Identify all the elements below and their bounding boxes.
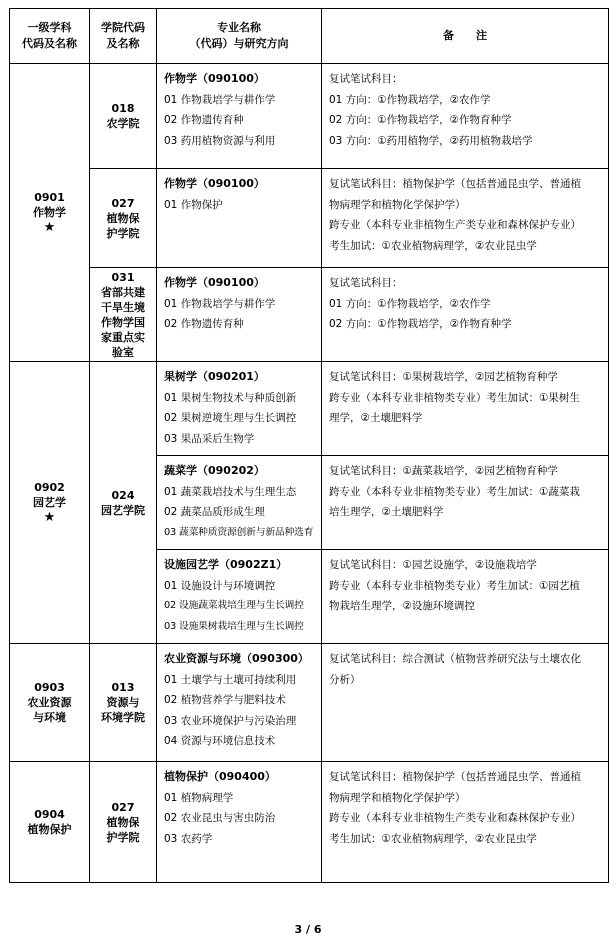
note-line: 01 方向：①作物栽培学，②农作学	[329, 93, 491, 106]
discipline-cell	[10, 64, 90, 362]
major-name: 作物学（090100）	[164, 276, 265, 289]
notes-cell	[322, 362, 609, 456]
notes-cell	[322, 644, 609, 762]
direction-item: 01 果树生物技术与种质创新	[164, 391, 297, 404]
college-name-line: 环境学院	[101, 711, 145, 724]
discipline-cell	[10, 362, 90, 644]
notes-cell	[322, 64, 609, 169]
college-name: 农学院	[106, 117, 140, 130]
discipline-cell	[10, 644, 90, 762]
direction-item: 03 果品采后生物学	[164, 432, 255, 445]
major-name: 蔬菜学（090202）	[164, 464, 265, 477]
direction-item: 01 作物栽培学与耕作学	[164, 297, 276, 310]
direction-item: 03 农药学	[164, 832, 213, 845]
discipline-code: 0903	[34, 681, 65, 694]
direction-item: 03 蔬菜种质资源创新与新品种选育	[164, 526, 314, 538]
note-line: 理学，②土壤肥料学	[329, 412, 423, 424]
table-row	[10, 362, 609, 456]
major-name: 农业资源与环境（090300）	[164, 652, 309, 665]
header-discipline-line2: 代码及名称	[22, 37, 77, 50]
discipline-name-line: 与环境	[33, 711, 66, 724]
major-cell	[157, 644, 322, 762]
direction-item: 03 设施果树栽培生理与生长调控	[164, 620, 304, 632]
page-number: 3 / 6	[294, 923, 322, 936]
major-name: 果树学（090201）	[164, 370, 265, 383]
note-line: 考生加试：①农业植物病理学，②农业昆虫学	[329, 239, 537, 252]
notes-cell	[322, 268, 609, 362]
college-name-line: 验室	[112, 345, 134, 359]
note-line: 跨专业（本科专业非植物类专业）考生加试：①园艺植	[329, 579, 580, 592]
direction-item: 02 作物遗传育种	[164, 114, 244, 126]
college-cell	[90, 169, 157, 268]
note-line: 跨专业（本科专业非植物生产类专业和森林保护专业）	[329, 219, 581, 231]
discipline-name: 植物保护	[27, 823, 72, 836]
direction-item: 02 农业昆虫与害虫防治	[164, 812, 276, 824]
college-name-line: 资源与	[106, 696, 140, 709]
note-line: 跨专业（本科专业非植物类专业）考生加试：①蔬菜栽	[329, 485, 580, 498]
note-line: 02 方向：①作物栽培学，②作物育种学	[329, 114, 512, 126]
header-major-line1: 专业名称	[217, 21, 261, 34]
college-name-line: 植物保	[106, 211, 140, 225]
header-college	[90, 9, 157, 64]
header-discipline	[10, 9, 90, 64]
table-row	[10, 169, 609, 268]
direction-item: 01 土壤学与土壤可持续利用	[164, 673, 297, 686]
note-line: 复试笔试科目：①果树栽培学，②园艺植物育种学	[329, 371, 558, 383]
direction-item: 01 设施设计与环境调控	[164, 579, 276, 592]
direction-item: 01 作物保护	[164, 198, 223, 211]
college-code: 024	[111, 488, 135, 502]
college-name-line: 省部共建	[101, 285, 145, 299]
college-cell	[90, 64, 157, 169]
note-line: 复试笔试科目：①园艺设施学，②设施栽培学	[329, 559, 537, 571]
header-college-line2: 及名称	[106, 37, 140, 50]
direction-item: 01 蔬菜栽培技术与生理生态	[164, 485, 297, 498]
college-cell	[90, 762, 157, 883]
direction-item: 02 设施蔬菜栽培生理与生长调控	[164, 600, 304, 611]
header-major	[157, 9, 322, 64]
notes-cell	[322, 762, 609, 883]
major-name: 作物学（090100）	[164, 177, 265, 190]
star-mark: ★	[43, 220, 56, 235]
college-cell	[90, 362, 157, 644]
note-line: 考生加试：①农业植物病理学，②农业昆虫学	[329, 832, 537, 845]
note-line: 02 方向：①作物栽培学，②作物育种学	[329, 318, 512, 330]
college-name-line: 植物保	[106, 815, 140, 829]
major-cell	[157, 362, 322, 456]
direction-item: 02 植物营养学与肥料技术	[164, 694, 286, 706]
college-cell	[90, 268, 157, 362]
note-line: 复试笔试科目：植物保护学（包括普通昆虫学、普通植	[329, 771, 581, 783]
direction-item: 02 作物遗传育种	[164, 318, 244, 330]
direction-item: 01 作物栽培学与耕作学	[164, 93, 276, 106]
major-cell	[157, 169, 322, 268]
note-line: 物病理学和植物化学保护学）	[329, 791, 466, 804]
major-cell	[157, 268, 322, 362]
table-row	[10, 268, 609, 362]
college-name-line: 作物学国	[101, 315, 145, 329]
direction-item: 02 果树逆境生理与生长调控	[164, 412, 297, 424]
note-line: 复试笔试科目：	[329, 277, 403, 289]
direction-item: 01 植物病理学	[164, 791, 234, 804]
major-name: 设施园艺学（0902Z1）	[164, 558, 288, 571]
direction-item: 02 蔬菜品质形成生理	[164, 506, 265, 518]
major-name: 植物保护（090400）	[164, 770, 276, 783]
note-line: 03 方向：①药用植物学，②药用植物栽培学	[329, 134, 533, 147]
note-line: 培生理学，②土壤肥料学	[329, 506, 444, 518]
table-row	[10, 762, 609, 883]
header-college-line1: 学院代码	[101, 21, 145, 34]
table-row	[10, 644, 609, 762]
major-cell	[157, 550, 322, 644]
note-line: 复试笔试科目：①蔬菜栽培学，②园艺植物育种学	[329, 465, 558, 477]
college-name-line: 家重点实	[101, 330, 145, 344]
discipline-code: 0902	[34, 481, 65, 494]
note-line: 01 方向：①作物栽培学，②农作学	[329, 297, 491, 310]
notes-cell	[322, 169, 609, 268]
notes-cell	[322, 456, 609, 550]
college-name-line: 护学院	[106, 226, 140, 240]
major-name: 作物学（090100）	[164, 72, 265, 85]
star-mark: ★	[43, 510, 56, 525]
college-code: 027	[111, 800, 135, 814]
header-notes	[322, 9, 609, 64]
college-code: 018	[111, 102, 135, 115]
discipline-name: 园艺学	[33, 496, 66, 509]
header-major-line2: （代码）与研究方向	[189, 37, 289, 50]
header-row	[10, 9, 609, 64]
header-notes-text: 备 注	[443, 29, 487, 42]
note-line: 物栽培生理学，②设施环境调控	[329, 600, 475, 612]
note-line: 跨专业（本科专业非植物类专业）考生加试：①果树生	[329, 391, 580, 404]
table-row	[10, 64, 609, 169]
major-cell	[157, 64, 322, 169]
note-line: 复试笔试科目：综合测试（植物营养研究法与土壤农化	[329, 653, 581, 665]
discipline-name: 作物学	[33, 206, 66, 219]
note-line: 物病理学和植物化学保护学）	[329, 198, 466, 211]
discipline-code: 0901	[34, 191, 65, 204]
discipline-cell	[10, 762, 90, 883]
note-line: 复试笔试科目：	[329, 73, 403, 85]
note-line: 跨专业（本科专业非植物生产类专业和森林保护专业）	[329, 812, 581, 824]
college-code: 013	[111, 681, 135, 694]
direction-item: 03 药用植物资源与利用	[164, 134, 276, 147]
header-discipline-line1: 一级学科	[27, 21, 72, 34]
college-name: 园艺学院	[101, 503, 145, 517]
direction-item: 03 农业环境保护与污染治理	[164, 714, 297, 727]
note-line: 复试笔试科目：植物保护学（包括普通昆虫学、普通植	[329, 178, 581, 190]
note-line: 分析）	[329, 673, 361, 686]
college-code: 027	[111, 196, 135, 210]
notes-cell	[322, 550, 609, 644]
college-code: 031	[111, 270, 135, 284]
major-cell	[157, 762, 322, 883]
discipline-name-line: 农业资源	[27, 696, 72, 709]
discipline-code: 0904	[34, 808, 65, 821]
major-cell	[157, 456, 322, 550]
college-name-line: 护学院	[106, 830, 140, 844]
college-cell	[90, 644, 157, 762]
college-name-line: 干旱生境	[101, 300, 145, 314]
catalog-table	[9, 8, 609, 883]
direction-item: 04 资源与环境信息技术	[164, 735, 276, 747]
